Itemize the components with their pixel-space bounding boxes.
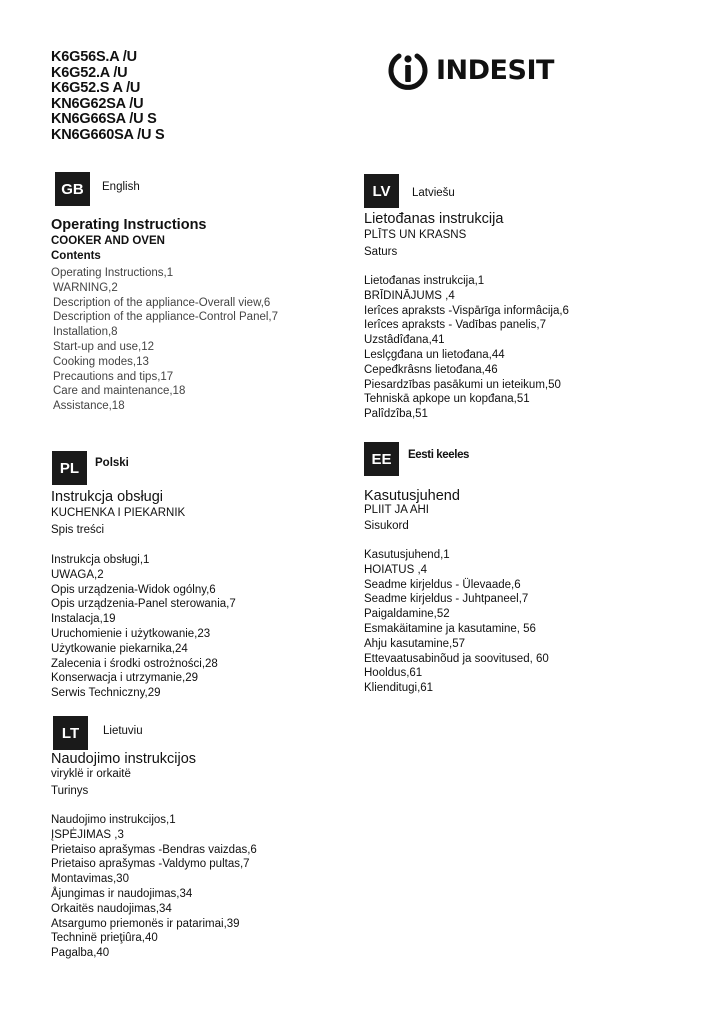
brand-logo: [384, 46, 554, 94]
language-code-badge: LT: [53, 716, 88, 750]
toc-item: Piesardzības pasākumi un ieteikum,50: [364, 378, 561, 391]
manual-title: Kasutusjuhend: [364, 488, 460, 504]
model-number: KN6G66SA /U S: [51, 111, 157, 127]
language-code-badge: GB: [55, 172, 90, 206]
toc-item: Seadme kirjeldus - Ülevaade,6: [364, 578, 521, 591]
toc-item: Start-up and use,12: [53, 340, 155, 353]
toc-item: Pagalba,40: [51, 947, 110, 960]
toc-item: ĮSPĖJIMAS ,3: [51, 828, 124, 841]
language-name: Lietuviu: [103, 725, 143, 737]
toc-item: Åjungimas ir naudojimas,34: [51, 887, 193, 900]
toc-item: Seadme kirjeldus - Juhtpaneel,7: [364, 593, 529, 606]
toc-item: Lietođanas instrukcija,1: [364, 275, 485, 287]
model-number: K6G52.A /U: [51, 64, 128, 81]
toc-item: Paigaldamine,52: [364, 608, 450, 621]
toc-item: Atsargumo priemonës ir patarimai,39: [51, 917, 240, 930]
table-of-contents: [51, 553, 236, 701]
table-of-contents: [51, 266, 278, 414]
language-name: Eesti keeles: [408, 449, 470, 461]
toc-item: Description of the appliance-Control Panel,7: [53, 311, 279, 324]
toc-item: Montavimas,30: [51, 873, 129, 886]
product-subtitle: PLIIT JA AHI: [364, 504, 429, 516]
toc-item: Prietaiso aprašymas -Bendras vaizdas,6: [51, 843, 257, 856]
model-list: [51, 50, 165, 143]
toc-item: Klienditugi,61: [364, 682, 434, 695]
language-name: Polski: [95, 457, 129, 469]
contents-heading: Contents: [51, 250, 101, 262]
toc-item: Precautions and tips,17: [53, 370, 174, 383]
toc-item: Esmakäitamine ja kasutamine, 56: [364, 622, 536, 635]
manual-title: Naudojimo instrukcijos: [51, 751, 197, 767]
toc-item: Użytkowanie piekarnika,24: [51, 642, 188, 655]
contents-heading: Sisukord: [364, 520, 409, 532]
product-subtitle: viryklë ir orkaitë: [51, 768, 131, 780]
manual-title: Instrukcja obsługi: [51, 489, 164, 505]
contents-heading: Turinys: [51, 785, 89, 797]
toc-item: Care and maintenance,18: [53, 385, 186, 398]
toc-item: Cooking modes,13: [53, 355, 149, 368]
toc-item: Tehniskā apkope un kopđana,51: [364, 393, 530, 406]
model-number: KN6G62SA /U: [51, 95, 144, 112]
language-code-badge: PL: [52, 451, 87, 485]
toc-item: Techninë prieţiûra,40: [51, 932, 158, 945]
toc-item: Ierîces apraksts -Vispārīga informâcija,6: [364, 304, 569, 317]
toc-item: Palîdzîba,51: [364, 408, 428, 421]
model-number: K6G52.S A /U: [51, 80, 141, 96]
toc-item: Ettevaatusabinõud ja soovitused, 60: [364, 652, 549, 665]
toc-item: Prietaiso aprašymas -Valdymo pultas,7: [51, 858, 250, 871]
toc-item: WARNING,2: [53, 281, 118, 294]
toc-item: Kasutusjuhend,1: [364, 549, 450, 561]
toc-item: Leslçgđana un lietođana,44: [364, 348, 505, 361]
toc-item: Uruchomienie i użytkowanie,23: [51, 627, 211, 640]
manual-title: Lietođanas instrukcija: [364, 211, 504, 227]
toc-item: Konserwacja i utrzymanie,29: [51, 672, 199, 685]
toc-item: Installation,8: [53, 326, 118, 339]
table-of-contents: [51, 813, 257, 961]
toc-item: Assistance,18: [53, 400, 125, 413]
model-number: KN6G660SA /U S: [51, 126, 165, 143]
toc-item: Zalecenia i środki ostrożności,28: [51, 657, 218, 670]
toc-item: Opis urządzenia-Widok ogólny,6: [51, 583, 216, 596]
toc-item: Instalacja,19: [51, 613, 116, 626]
table-of-contents: [364, 274, 569, 422]
product-subtitle: PLĪTS UN KRASNS: [364, 229, 467, 241]
contents-heading: Saturs: [364, 246, 398, 258]
product-subtitle: COOKER AND OVEN: [51, 235, 165, 247]
toc-item: Serwis Techniczny,29: [51, 687, 161, 700]
toc-item: Cepeđkrâsns lietođana,46: [364, 363, 498, 376]
toc-item: Ierîces apraksts - Vadības panelis,7: [364, 319, 546, 332]
model-number: K6G56S.A /U: [51, 49, 137, 65]
product-subtitle: KUCHENKA I PIEKARNIK: [51, 507, 186, 519]
contents-heading: Spis treści: [51, 524, 105, 536]
toc-item: Description of the appliance-Overall view,6: [53, 296, 271, 309]
toc-item: Hooldus,61: [364, 667, 423, 680]
brand-name: INDESIT: [436, 54, 554, 86]
language-code-badge: LV: [364, 174, 399, 208]
toc-item: UWAGA,2: [51, 568, 104, 581]
manual-title: Operating Instructions: [51, 217, 207, 233]
indesit-power-logo-icon: [384, 46, 432, 94]
toc-item: BRĪDINĀJUMS ,4: [364, 289, 455, 302]
language-name: English: [102, 181, 140, 193]
toc-item: HOIATUS ,4: [364, 563, 428, 576]
toc-item: Orkaitës naudojimas,34: [51, 902, 172, 915]
toc-item: Operating Instructions,1: [51, 267, 174, 279]
toc-item: Ahju kasutamine,57: [364, 637, 466, 650]
language-name: Latviešu: [412, 187, 455, 199]
toc-item: Instrukcja obsługi,1: [51, 554, 150, 566]
toc-item: Naudojimo instrukcijos,1: [51, 814, 176, 826]
table-of-contents: [364, 548, 549, 696]
toc-item: Uzstâdîđana,41: [364, 334, 445, 347]
toc-item: Opis urządzenia-Panel sterowania,7: [51, 598, 236, 611]
language-code-badge: EE: [364, 442, 399, 476]
